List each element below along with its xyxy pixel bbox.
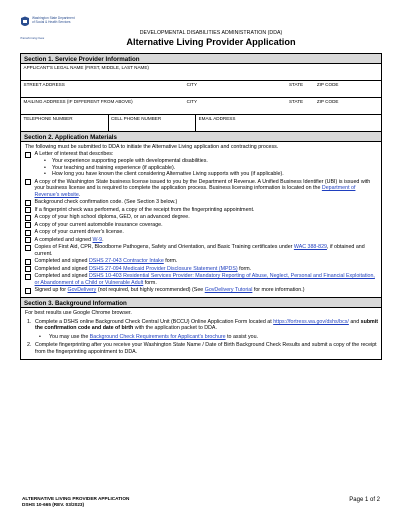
step-1-sub-text-end: to assist you. <box>225 333 258 340</box>
mailing-city-label: CITY <box>186 99 198 105</box>
mailing-city-field[interactable] <box>184 98 286 114</box>
mpds-text-end: form. <box>237 265 252 272</box>
license-text: A copy of the Washington State business license issued to you by the Department of Revenue. A Unified Business Identifier (UBI) is issued with your business license and is required to complete the application process. Business licensing information is located on the <box>34 178 371 192</box>
letter-sub-item <box>44 158 378 165</box>
letter-text: A Letter of interest that describes: <box>34 151 114 158</box>
checkbox-insurance[interactable] <box>25 222 31 228</box>
w9-text-end: . <box>102 236 104 243</box>
checkbox-certificates[interactable] <box>25 245 31 251</box>
w9-text: A completed and signed <box>34 236 93 243</box>
mailing-address-field[interactable] <box>21 98 184 114</box>
checklist-item-contractor-intake <box>25 258 378 265</box>
bullet-icon: • <box>44 171 46 178</box>
insurance-text: A copy of your current automobile insurance coverage. <box>34 221 163 228</box>
materials-intro: The following must be submitted to DDA to initiate the Alternative Living application and contracting process. <box>25 144 279 150</box>
street-address-label: STREET ADDRESS <box>23 82 65 88</box>
diploma-text: A copy of your high school diploma, GED, or an advanced degree. <box>34 214 190 221</box>
checklist-item-diploma <box>25 214 378 221</box>
legal-name-label: APPLICANT'S LEGAL NAME (FIRST, MIDDLE, LAST NAME) <box>23 65 149 71</box>
step-2 <box>25 342 378 355</box>
section1-header: Section 1. Service Provider Information <box>21 54 381 64</box>
govdelivery-text-mid: (not required, but highly recommended) (See <box>96 287 205 294</box>
letter-sub1: Your experience supporting people with developmental disabilities. <box>52 158 208 165</box>
govdelivery-tutorial-link[interactable]: GovDelivery Tutorial <box>204 287 253 294</box>
govdelivery-text-end: for more information.) <box>252 287 305 294</box>
section3-header: Section 3. Background Information <box>21 298 381 308</box>
mandatory-reporting-text-end: form. <box>143 279 157 286</box>
drivers-license-text: A copy of your current driver's license. <box>34 229 124 236</box>
certificates-text-end: , if obtained and current. <box>34 244 365 257</box>
logo-agency-text: Washington State Department of Social & Health Services <box>32 16 75 24</box>
background-information <box>21 308 381 359</box>
browser-note: For best results use Google Chrome browser. <box>25 310 132 317</box>
application-form <box>20 53 382 360</box>
application-materials <box>21 142 381 298</box>
checklist-item-mandatory-reporting <box>25 273 378 286</box>
checklist-item-govdelivery <box>25 287 378 294</box>
legal-name-field[interactable] <box>21 64 381 80</box>
checkbox-background-code[interactable] <box>25 200 31 206</box>
checkbox-w9[interactable] <box>25 237 31 243</box>
checklist-item-certificates <box>25 244 378 257</box>
w9-link[interactable]: W-9 <box>92 236 103 243</box>
mpds-link[interactable]: DSHS 27-094 Medicaid Provider Disclosure Statement (MPDS) <box>88 265 238 272</box>
checklist-item-mpds <box>25 266 378 273</box>
checklist-item-background-code <box>25 199 378 206</box>
street-address-field[interactable] <box>21 81 184 97</box>
telephone-field[interactable] <box>21 115 109 131</box>
checkbox-contractor-intake[interactable] <box>25 259 31 265</box>
checkbox-mandatory-reporting[interactable] <box>25 274 31 280</box>
bullet-icon: • <box>44 158 46 165</box>
letter-sub-item <box>44 171 378 178</box>
step-1-sub-text: You may use the <box>49 333 90 340</box>
bullet-icon: • <box>39 333 41 340</box>
govdelivery-link[interactable]: GovDelivery <box>67 287 97 294</box>
checkbox-fingerprint[interactable] <box>25 207 31 213</box>
mailing-zip-label: ZIP CODE <box>316 99 339 105</box>
form-title: Alternative Living Provider Application <box>126 37 296 47</box>
checkbox-business-license[interactable] <box>25 179 31 185</box>
zip-code-field[interactable] <box>314 81 381 97</box>
brochure-link[interactable]: Background Check Requirements for Applicant's brochure <box>89 333 226 340</box>
checkbox-drivers-license[interactable] <box>25 230 31 236</box>
checklist-item-drivers-license <box>25 229 378 236</box>
checklist-item-insurance <box>25 222 378 229</box>
checklist-item-w9 <box>25 237 378 244</box>
state-field[interactable] <box>286 81 314 97</box>
checkbox-diploma[interactable] <box>25 215 31 221</box>
cell-phone-field[interactable] <box>109 115 197 131</box>
administration-name: DEVELOPMENTAL DISABILITIES ADMINISTRATION (DDA) <box>139 30 283 36</box>
dshs-logo-mark-icon <box>20 16 30 30</box>
step-1-number: 1. <box>27 318 32 325</box>
contractor-intake-link[interactable]: DSHS 27-043 Contractor Intake <box>88 258 164 265</box>
step-1-text-end: with the application packet to DDA. <box>133 325 217 332</box>
checklist-item-fingerprint <box>25 207 378 214</box>
footer-form-name: ALTERNATIVE LIVING PROVIDER APPLICATION <box>22 496 130 501</box>
mailing-address-label: MAILING ADDRESS (IF DIFFERENT FROM ABOVE) <box>23 99 133 105</box>
certificates-text: Copies of First Aid, CPR, Bloodborne Pathogens, Safety and Orientation, and Basic Training certificates under <box>34 244 294 251</box>
step-2-text: Complete fingerprinting after you receive your Washington State Name / Date of Birth Background Check Results and submit a copy of the receipt from the fingerprinting appointment to DDA. <box>35 342 377 356</box>
city-field[interactable] <box>184 81 286 97</box>
page-number: Page 1 of 2 <box>349 497 380 503</box>
step-1-sub <box>39 334 378 341</box>
city-label: CITY <box>186 82 198 88</box>
letter-sub3: How long you have known the client considering Alternative Living supports with you (if applicable). <box>52 171 284 178</box>
mandatory-reporting-link[interactable]: DSHS 10-403 Residential Services Provider: Mandatory Reporting of Abuse, Neglect, Personal and Financial Exploitation, or Abandonment of a Child or Vulnerable Adult <box>34 273 375 286</box>
govdelivery-text: Signed up for <box>34 287 68 294</box>
contact-row <box>21 115 381 132</box>
letter-sub2: Your teaching and training experience (if applicable). <box>52 164 176 171</box>
background-code-text: Background check confirmation code. (See Section 3 below.) <box>34 199 178 206</box>
dor-website-link[interactable]: Department of Revenue's website <box>34 185 356 198</box>
fingerprint-text: If a fingerprint check was performed, a copy of the receipt from the fingerprinting appointment. <box>34 206 255 213</box>
checkbox-govdelivery[interactable] <box>25 288 31 294</box>
wac-link[interactable]: WAC 388-829 <box>293 244 327 251</box>
checkbox-mpds[interactable] <box>25 266 31 272</box>
checklist-item-business-license <box>25 179 378 199</box>
step-1-bold: submit the confirmation code and date of birth <box>35 318 379 332</box>
mailing-address-row <box>21 98 381 115</box>
mailing-zip-field[interactable] <box>314 98 381 114</box>
footer-form-info <box>22 496 129 507</box>
mailing-state-field[interactable] <box>286 98 314 114</box>
contractor-intake-text: Completed and signed <box>34 258 89 265</box>
telephone-label: TELEPHONE NUMBER <box>23 116 73 122</box>
footer-form-number: DSHS 10-665 (REV. 03/2023) <box>22 501 85 507</box>
letter-sub-item <box>44 165 378 172</box>
checklist-item-letter <box>25 151 378 158</box>
legal-name-row <box>21 64 381 81</box>
checkbox-letter[interactable] <box>25 152 31 158</box>
email-field[interactable] <box>196 115 381 131</box>
section2-header: Section 2. Application Materials <box>21 132 381 142</box>
state-label: STATE <box>288 82 304 88</box>
step-1-text: Complete a DSHS online Background Check Central Unit (BCCU) Online Application Form located at <box>35 318 274 325</box>
contractor-intake-text-end: form. <box>163 258 178 265</box>
zip-code-label: ZIP CODE <box>316 82 339 88</box>
step-1-and: and <box>348 318 361 325</box>
step-1 <box>25 319 378 332</box>
street-address-row <box>21 81 381 98</box>
mailing-state-label: STATE <box>288 99 304 105</box>
mpds-text: Completed and signed <box>34 265 89 272</box>
logo-tagline: Transforming lives <box>20 36 45 40</box>
step-2-number: 2. <box>27 342 32 349</box>
email-label: EMAIL ADDRESS <box>198 116 236 122</box>
license-text-end: . <box>78 191 81 198</box>
bccu-link[interactable]: https://fortress.wa.gov/dshs/bcs/ <box>273 318 349 325</box>
bullet-icon: • <box>44 164 46 171</box>
cell-phone-label: CELL PHONE NUMBER <box>111 116 162 122</box>
mandatory-reporting-text: Completed and signed <box>34 273 89 280</box>
